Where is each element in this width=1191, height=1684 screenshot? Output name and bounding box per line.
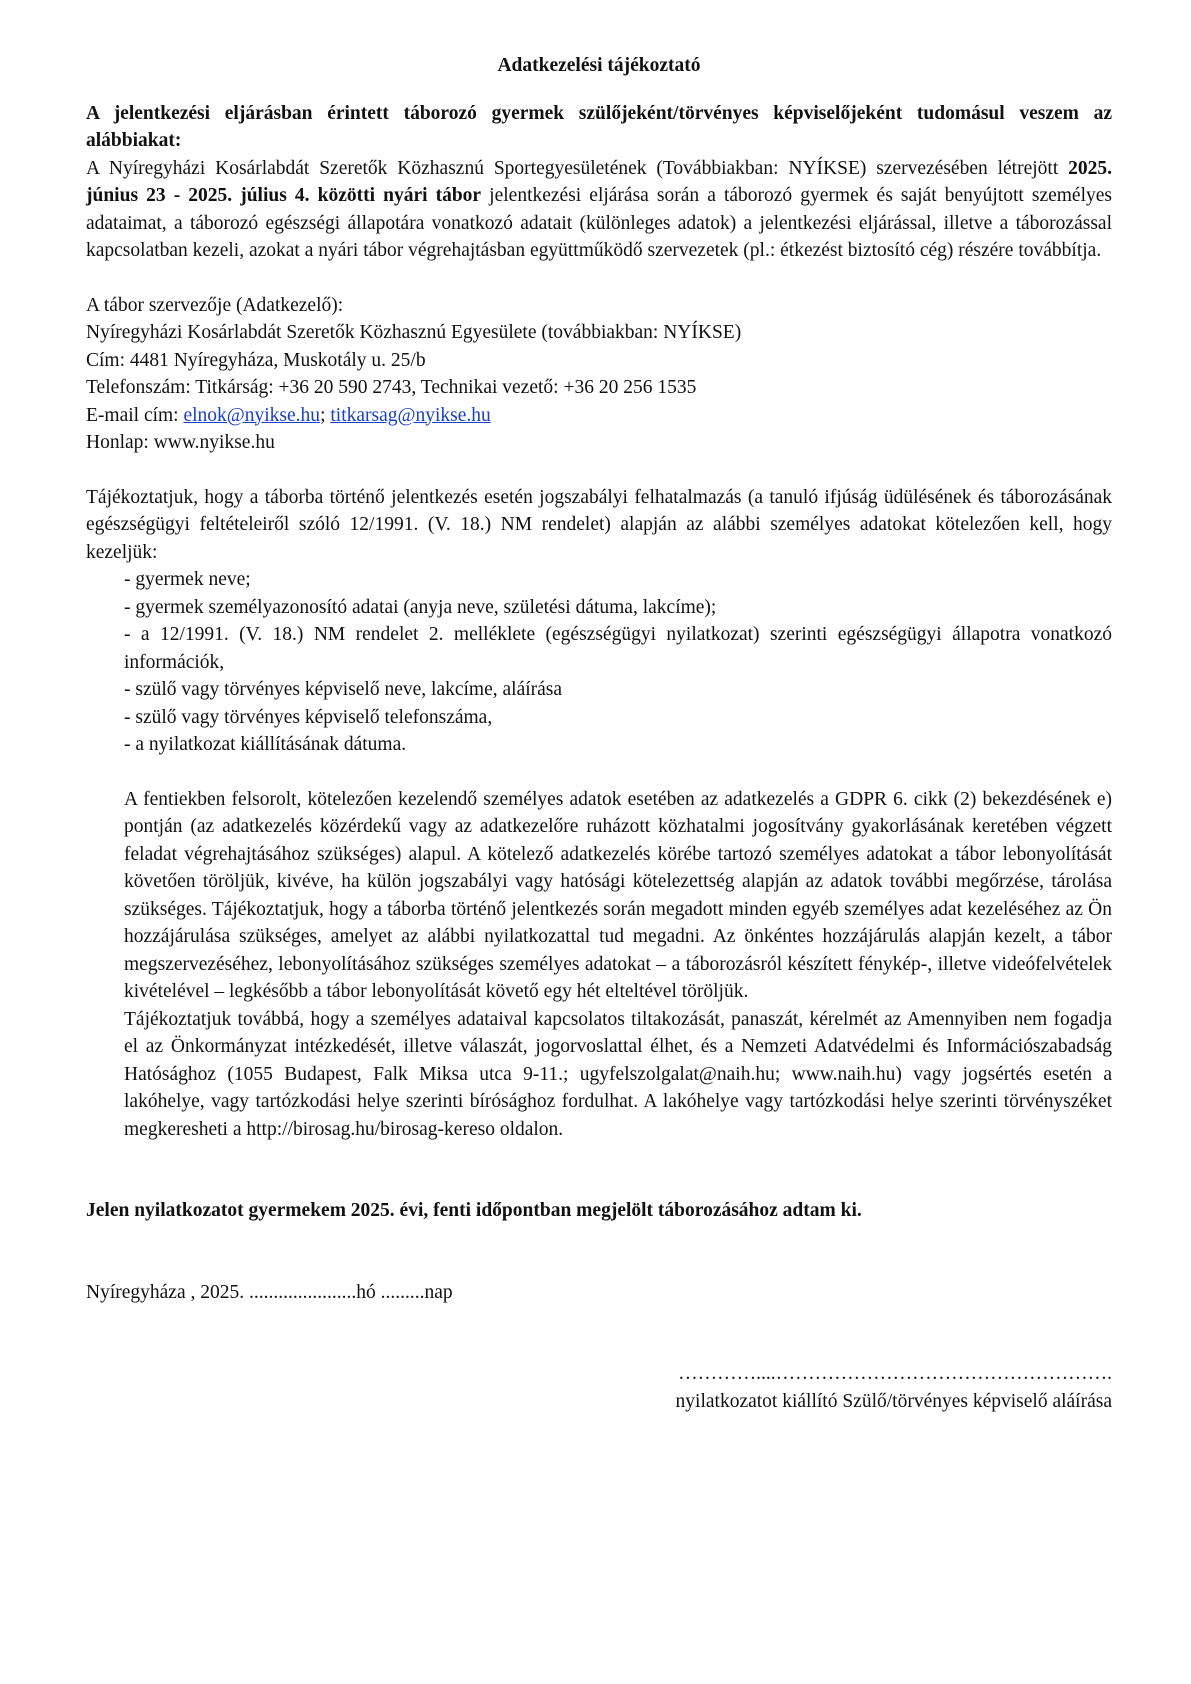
spacer	[86, 1252, 1112, 1279]
document-page	[86, 52, 1112, 1415]
email-label: E-mail cím:	[86, 404, 184, 426]
email-separator: ;	[320, 404, 331, 426]
camp-dates: 2025. június 23 - 2025. július 4. közötti nyári tábor	[86, 157, 1112, 206]
list-item: - gyermek személyazonosító adatai (anyja neve, születési dátuma, lakcíme);	[124, 596, 717, 618]
list-item: - gyermek neve;	[124, 569, 251, 590]
email-link-titkarsag[interactable]: titkarsag@nyikse.hu	[330, 404, 491, 426]
spacer	[86, 1306, 1112, 1333]
info-paragraph: Tájékoztatjuk, hogy a táborba történő jelentkezés esetén jogszabályi felhatalmazás (a tanuló ifjúság üdülésének és táborozásának egészségügyi feltételeiről szóló 12/1991. (V. 18.) NM rendelet) alapján az alábbi személyes adatokat kötelezően kell, hogy kezeljük:	[86, 486, 1112, 563]
spacer	[86, 265, 1112, 292]
required-data-list	[86, 566, 1112, 759]
spacer	[86, 1333, 1112, 1360]
spacer	[86, 1170, 1112, 1197]
organizer-name: Nyíregyházi Kosárlabdát Szeretők Közhasznú Egyesülete (továbbiakban: NYÍKSE)	[86, 322, 742, 343]
organizer-phone: Telefonszám: Titkárság: +36 20 590 2743, Technikai vezető: +36 20 256 1535	[86, 377, 697, 398]
list-item: - a 12/1991. (V. 18.) NM rendelet 2. melléklete (egészségügyi nyilatkozat) szerinti egészségügyi állapotra vonatkozó információk,	[124, 624, 1112, 673]
gdpr-paragraph: A fentiekben felsorolt, kötelezően kezelendő személyes adatok esetében az adatkezelés a GDPR 6. cikk (2) bekezdésének e) pontján (az adatkezelés közérdekű vagy az adatkezelőre ruházott közhatalmi jogosítvány gyakorlásának keretében végzett feladat végrehajtásához szükséges) alapul. A kötelező adatkezelés körébe tartozó személyes adatokat a tábor lebonyolítását követően töröljük, kivéve, ha külön jogszabályi vagy hatósági kötelezettség alapján az adatok további megőrzése, tárolása szükséges. Tájékoztatjuk, hogy a táborba történő jelentkezés során megadott minden egyéb személyes adat kezeléséhez az Ön hozzájárulása szükséges, amelyet az alábbi nyilatkozattal tud megadni. Az önkéntes hozzájárulás alapján kezelt, a tábor megszervezéséhez, lebonyolításához szükséges személyes adatokat – a táborozásról készített fénykép-, illetve videófelvételek kivételével – legkésőbb a tábor lebonyolítását követő egy hét elteltével töröljük.	[124, 788, 1112, 1002]
intro-paragraph	[86, 155, 1112, 265]
declaration-statement: Jelen nyilatkozatot gyermekem 2025. évi, fenti időpontban megjelölt táborozásához adtam ki.	[86, 1200, 862, 1221]
intro-heading: A jelentkezési eljárásban érintett táborozó gyermek szülőjeként/törvényes képviselőjeként tudomásul veszem az alábbiakat:	[86, 102, 1112, 151]
intro-text-2: jelentkezési eljárása során a táborozó gyermek és saját benyújtott személyes adataimat, a táborozó egészségi állapotára vonatkozó adatait (különleges adatok) a jelentkezési eljárással, illetve a táborozással kapcsolatban kezeli, azokat a nyári tábor végrehajtásban együttműködő szervezetek (pl.: étkezést biztosító cég) részére továbbítja.	[86, 185, 1112, 261]
email-link-elnok[interactable]: elnok@nyikse.hu	[183, 404, 321, 426]
spacer	[86, 1143, 1112, 1170]
signature-label: nyilatkozatot kiállító Szülő/törvényes képviselő aláírása	[675, 1390, 1112, 1412]
list-item: - a nyilatkozat kiállításának dátuma.	[124, 734, 407, 755]
spacer	[86, 1225, 1112, 1252]
intro-text-1: A Nyíregyházi Kosárlabdát Szeretők Közhasznú Sportegyesületének (Továbbiakban: NYÍKSE) szervezésében létrejött	[86, 157, 1069, 179]
spacer	[86, 457, 1112, 484]
document-title: Adatkezelési tájékoztató	[497, 55, 701, 76]
date-line: Nyíregyháza , 2025. ......................hó .........nap	[86, 1281, 453, 1303]
list-item: - szülő vagy törvényes képviselő neve, lakcíme, aláírása	[124, 679, 563, 700]
complaint-paragraph: Tájékoztatjuk továbbá, hogy a személyes adataival kapcsolatos tiltakozását, panaszát, kérelmét az Amennyiben nem fogadja el az Önkormányzat intézkedését, illetve válaszát, jogorvoslattal élhet, és a Nemzeti Adatvédelmi és Információszabadság Hatósághoz (1055 Budapest, Falk Miksa utca 9-11.; ugyfelszolgalat@naih.hu; www.naih.hu) vagy jogsértés esetén a lakóhelye, vagy tartózkodási helye szerinti bírósághoz fordulhat. A lakóhelye vagy tartózkodási helye szerinti törvényszéket megkeresheti a http://birosag.hu/birosag-kereso oldalon.	[124, 1008, 1112, 1140]
organizer-email-line	[86, 402, 1112, 430]
organizer-website: Honlap: www.nyikse.hu	[86, 432, 275, 453]
legal-section	[86, 786, 1112, 1144]
spacer	[86, 759, 1112, 786]
signature-line: …………....…………………………………………….	[678, 1363, 1112, 1384]
list-item: - szülő vagy törvényes képviselő telefonszáma,	[124, 706, 493, 728]
organizer-address: Cím: 4481 Nyíregyháza, Muskotály u. 25/b	[86, 349, 426, 371]
organizer-heading: A tábor szervezője (Adatkezelő):	[86, 294, 344, 316]
